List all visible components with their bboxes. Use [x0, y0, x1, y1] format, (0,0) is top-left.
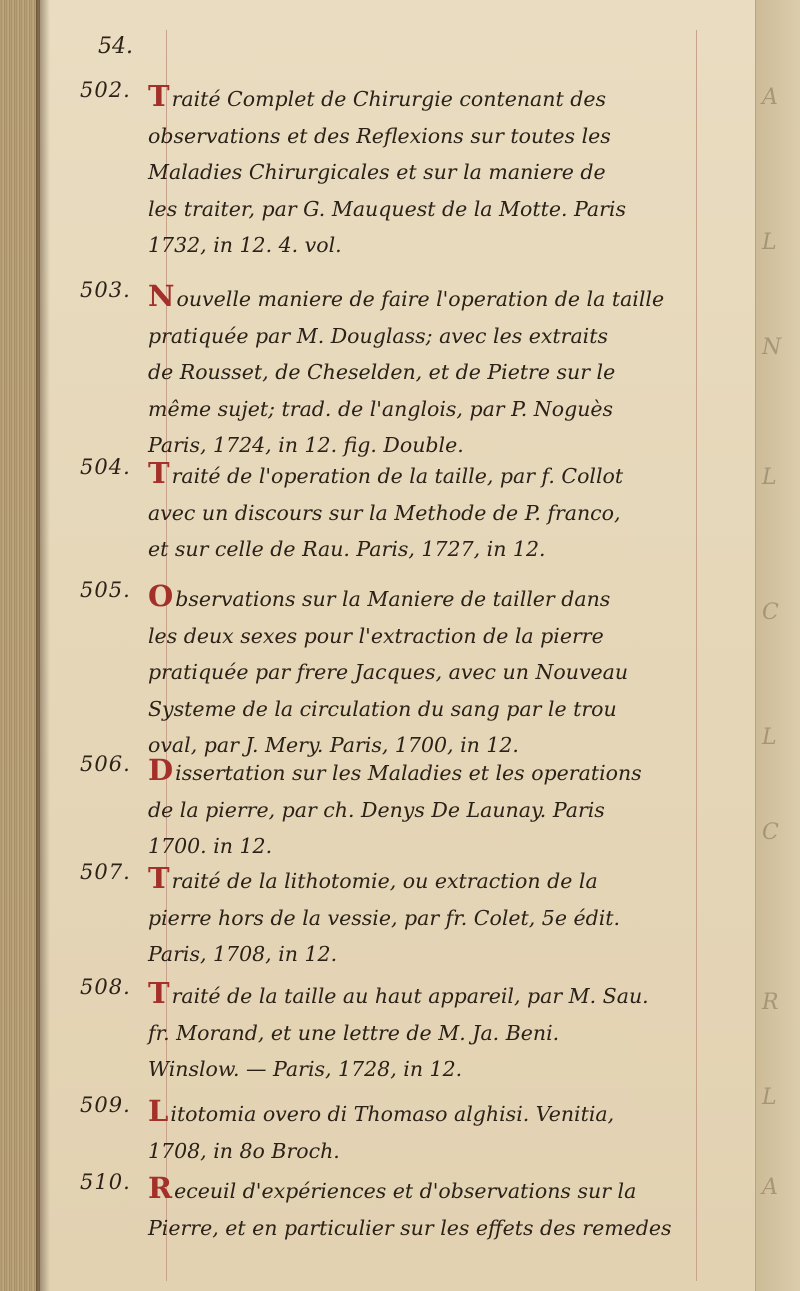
entry-line	[148, 860, 688, 900]
entry-line	[148, 752, 688, 792]
entry-line-text: observations et des Reflexions sur toutes les	[148, 123, 611, 148]
right-margin-rule	[696, 30, 697, 1281]
entry-number: 509.	[80, 1093, 131, 1117]
entry-number: 502.	[80, 78, 131, 102]
entry-line	[148, 654, 688, 691]
entry-text	[148, 860, 688, 973]
entry-line	[148, 691, 688, 728]
entry-line	[148, 578, 688, 618]
entry-line	[148, 495, 688, 532]
entry-text	[148, 455, 688, 568]
page-number: 54.	[98, 34, 133, 59]
entry-text	[148, 578, 688, 764]
entry-line	[148, 227, 688, 264]
entry-line-text: 1732, in 12. 4. vol.	[148, 233, 342, 257]
entry-text	[148, 1170, 688, 1246]
facing-page-edge: A L N L C L C R L A	[755, 0, 800, 1291]
entry-line	[148, 118, 688, 155]
entry-line-text: pratiquée par M. Douglass; avec les extraits	[148, 323, 608, 348]
entry-line	[148, 318, 688, 355]
entry-line	[148, 618, 688, 655]
entry-line-text: les deux sexes pour l'extraction de la pierre	[148, 623, 604, 648]
entry-line-text: Winslow. — Paris, 1728, in 12.	[148, 1057, 463, 1081]
entry-number: 505.	[80, 578, 131, 602]
entry-line-text: Paris, 1708, in 12.	[148, 942, 338, 966]
entry-line	[148, 278, 688, 318]
entry-line-text: même sujet; trad. de l'anglois, par P. Noguès	[148, 396, 614, 421]
entry-line-text: de Rousset, de Cheselden, et de Pietre sur le	[148, 360, 616, 384]
entry-line	[148, 354, 688, 391]
entry-number: 504.	[80, 455, 131, 479]
entry-line-text: Maladies Chirurgicales et sur la maniere de	[148, 160, 606, 184]
entry-number: 506.	[80, 752, 131, 776]
red-initial-letter: L	[148, 1094, 169, 1128]
entry-line-text: raité de la taille au haut appareil, par M. Sau.	[171, 984, 649, 1008]
red-initial-letter: R	[148, 1171, 173, 1205]
entry-text	[148, 752, 688, 865]
entry-line	[148, 1093, 688, 1133]
entry-line	[148, 1015, 688, 1052]
entry-line-text: raité de l'operation de la taille, par f. Collot	[171, 464, 624, 488]
entry-line-text: 1708, in 8o Broch.	[148, 1138, 340, 1163]
entry-line	[148, 1133, 688, 1170]
entry-line	[148, 792, 688, 829]
red-initial-letter: O	[148, 579, 174, 613]
entry-line-text: raité Complet de Chirurgie contenant des	[171, 87, 606, 111]
entry-line	[148, 191, 688, 228]
red-initial-letter: T	[148, 79, 170, 113]
entry-line-text: issertation sur les Maladies et les operations	[175, 761, 642, 785]
book-page-edges	[0, 0, 40, 1291]
red-initial-letter: T	[148, 861, 170, 895]
entry-line-text: itotomia overo di Thomaso alghisi. Venitia,	[170, 1102, 615, 1126]
entry-line	[148, 455, 688, 495]
entry-line	[148, 900, 688, 937]
entry-line	[148, 1051, 688, 1088]
entry-line	[148, 531, 688, 568]
entry-line-text: Pierre, et en particulier sur les effets des remedes	[148, 1215, 672, 1240]
entry-line-text: pierre hors de la vessie, par fr. Colet, 5e édit.	[148, 905, 621, 930]
entry-line-text: de la pierre, par ch. Denys De Launay. Paris	[148, 797, 605, 822]
entry-line-text: les traiter, par G. Mauquest de la Motte. Paris	[148, 196, 626, 221]
gutter-shadow	[36, 0, 50, 1291]
red-initial-letter: T	[148, 976, 170, 1010]
entry-text	[148, 975, 688, 1088]
entry-line-text: 1700. in 12.	[148, 834, 273, 858]
entry-text	[148, 278, 688, 464]
entry-number: 503.	[80, 278, 131, 302]
entry-text	[148, 1093, 688, 1169]
entry-line-text: et sur celle de Rau. Paris, 1727, in 12.	[148, 537, 546, 561]
entry-number: 510.	[80, 1170, 131, 1194]
entry-line	[148, 1210, 688, 1247]
entry-line-text: avec un discours sur la Methode de P. franco,	[148, 500, 621, 525]
entry-line-text: pratiquée par frere Jacques, avec un Nouveau	[148, 660, 629, 684]
entry-line-text: Paris, 1724, in 12. fig. Double.	[148, 433, 464, 457]
entry-line-text: bservations sur la Maniere de tailler dans	[175, 587, 611, 611]
entry-line-text: raité de la lithotomie, ou extraction de la	[171, 869, 598, 893]
red-initial-letter: T	[148, 456, 170, 490]
entry-number: 507.	[80, 860, 131, 884]
entry-line-text: eceuil d'expériences et d'observations sur la	[174, 1179, 637, 1203]
manuscript-page	[40, 0, 755, 1291]
entry-line-text: Systeme de la circulation du sang par le trou	[148, 696, 617, 721]
entry-line	[148, 391, 688, 428]
entry-line-text: ouvelle maniere de faire l'operation de la taille	[176, 287, 665, 311]
entry-line	[148, 78, 688, 118]
entry-line-text: fr. Morand, et une lettre de M. Ja. Beni.	[148, 1020, 560, 1045]
entry-text	[148, 78, 688, 264]
entry-number: 508.	[80, 975, 131, 999]
entry-line-text: oval, par J. Mery. Paris, 1700, in 12.	[148, 733, 519, 757]
red-initial-letter: D	[148, 753, 174, 787]
entry-line	[148, 154, 688, 191]
entry-line	[148, 975, 688, 1015]
entry-line	[148, 1170, 688, 1210]
entry-line	[148, 936, 688, 973]
red-initial-letter: N	[148, 279, 175, 313]
